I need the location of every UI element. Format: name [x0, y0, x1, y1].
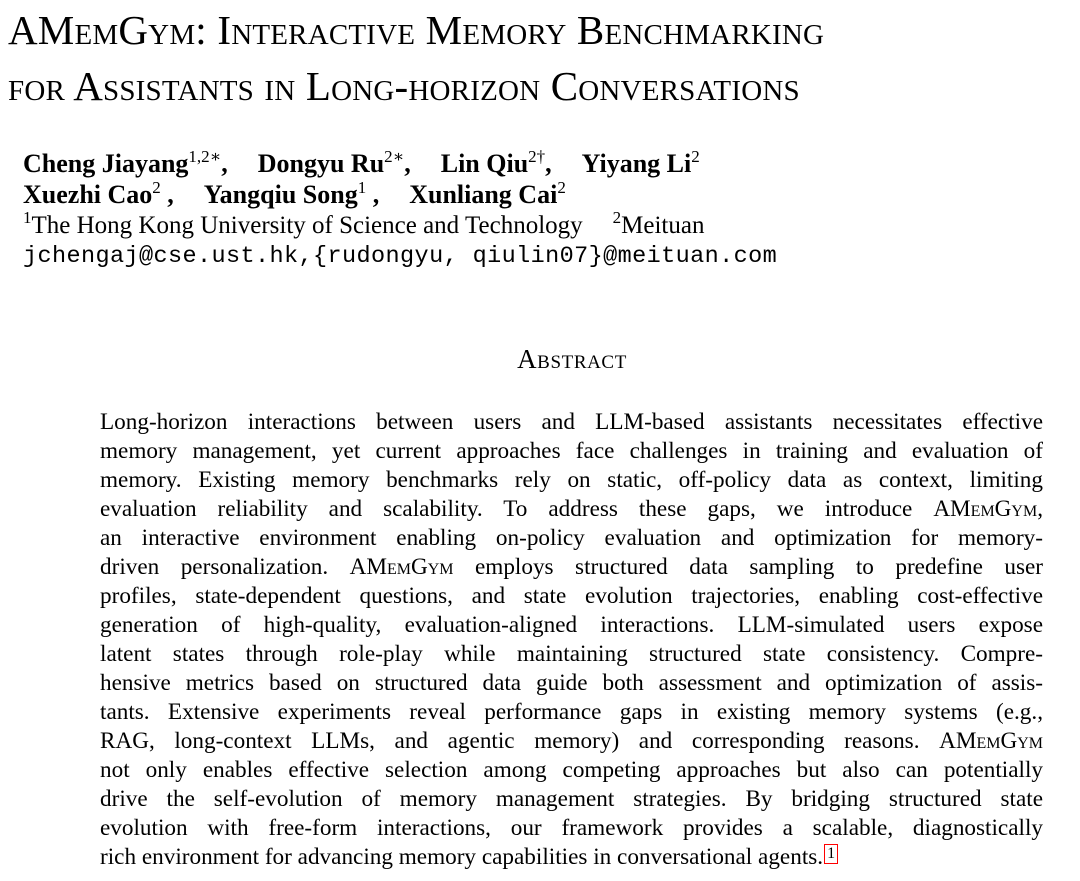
abstract-line: Long-horizon interactions between users and LLM-based assistants necessitates effective	[100, 409, 1043, 435]
abstract-line: driven personalization. AMemGym employs structured data sampling to predefine user	[100, 554, 1043, 580]
abstract-line: not only enables effective selection among competing approaches but also can potentially	[100, 757, 1043, 783]
system-name: AMemGym	[349, 554, 454, 580]
abstract-line: hensive metrics based on structured data guide both assessment and optimization of assis-	[100, 670, 1043, 696]
author-name: Xunliang Cai$^2$	[409, 178, 566, 209]
abstract-line: memory. Existing memory benchmarks rely on static, off-policy data as context, limiting	[100, 467, 1043, 493]
affiliations	[23, 210, 1063, 241]
system-name: AMemGym	[933, 496, 1038, 522]
abstract-body	[100, 408, 1043, 872]
author-row-1	[23, 148, 1063, 179]
author-name: Lin Qiu$^{2\dagger}$,	[440, 147, 552, 178]
abstract-line: profiles, state-dependent questions, and state evolution trajectories, enabling cost-effective	[100, 583, 1043, 609]
author-name: Cheng Jiayang$^{1,2∗}$,	[23, 147, 228, 178]
abstract-line: an interactive environment enabling on-policy evaluation and optimization for memory-	[100, 525, 1043, 551]
paper-title	[8, 2, 1080, 114]
affiliation: $^1$The Hong Kong University of Science and Technology	[23, 208, 583, 239]
abstract-line: drive the self-evolution of memory management strategies. By bridging structured state	[100, 786, 1043, 812]
abstract-line: latent states through role-play while maintaining structured state consistency. Compre-	[100, 641, 1043, 667]
footnote-link[interactable]: 1	[824, 844, 838, 864]
affiliation: $^2$Meituan	[612, 208, 705, 239]
author-emails: jchengaj@cse.ust.hk,{rudongyu, qiulin07}@meituan.com	[23, 243, 778, 270]
system-name: AMemGym	[939, 728, 1043, 754]
author-block	[23, 148, 1063, 272]
author-name: Dongyu $Ru^{2∗}$,	[257, 147, 411, 178]
abstract-heading: Abstract	[517, 344, 627, 374]
abstract-line: rich environment for advancing memory capabilities in conversational agents. 1	[100, 843, 1043, 872]
author-name: Yiyang Li$^2$	[581, 147, 700, 178]
title-line-1: AMemGym: Interactive Memory Benchmarking	[8, 7, 825, 53]
title-line-2: for Assistants in Long-horizon Conversations	[8, 63, 800, 109]
author-row-2	[23, 179, 1063, 210]
abstract-line: generation of high-quality, evaluation-aligned interactions. LLM-simulated users expose	[100, 612, 1043, 638]
abstract-line: RAG, long-context LLMs, and agentic memory) and corresponding reasons. AMemGym	[100, 728, 1043, 754]
abstract-line: evolution with free-form interactions, our framework provides a scalable, diagnostically	[100, 815, 1043, 841]
author-name: Xuezhi Cao$^2$ ,	[23, 178, 174, 209]
abstract-line: evaluation reliability and scalability. To address these gaps, we introduce AMemGym,	[100, 496, 1043, 522]
abstract-line: memory management, yet current approaches face challenges in training and evaluation of	[100, 438, 1043, 464]
author-name: Yangqiu Song$^1$ ,	[203, 178, 380, 209]
abstract-line: tants. Extensive experiments reveal performance gaps in existing memory systems (e.g.,	[100, 699, 1043, 725]
